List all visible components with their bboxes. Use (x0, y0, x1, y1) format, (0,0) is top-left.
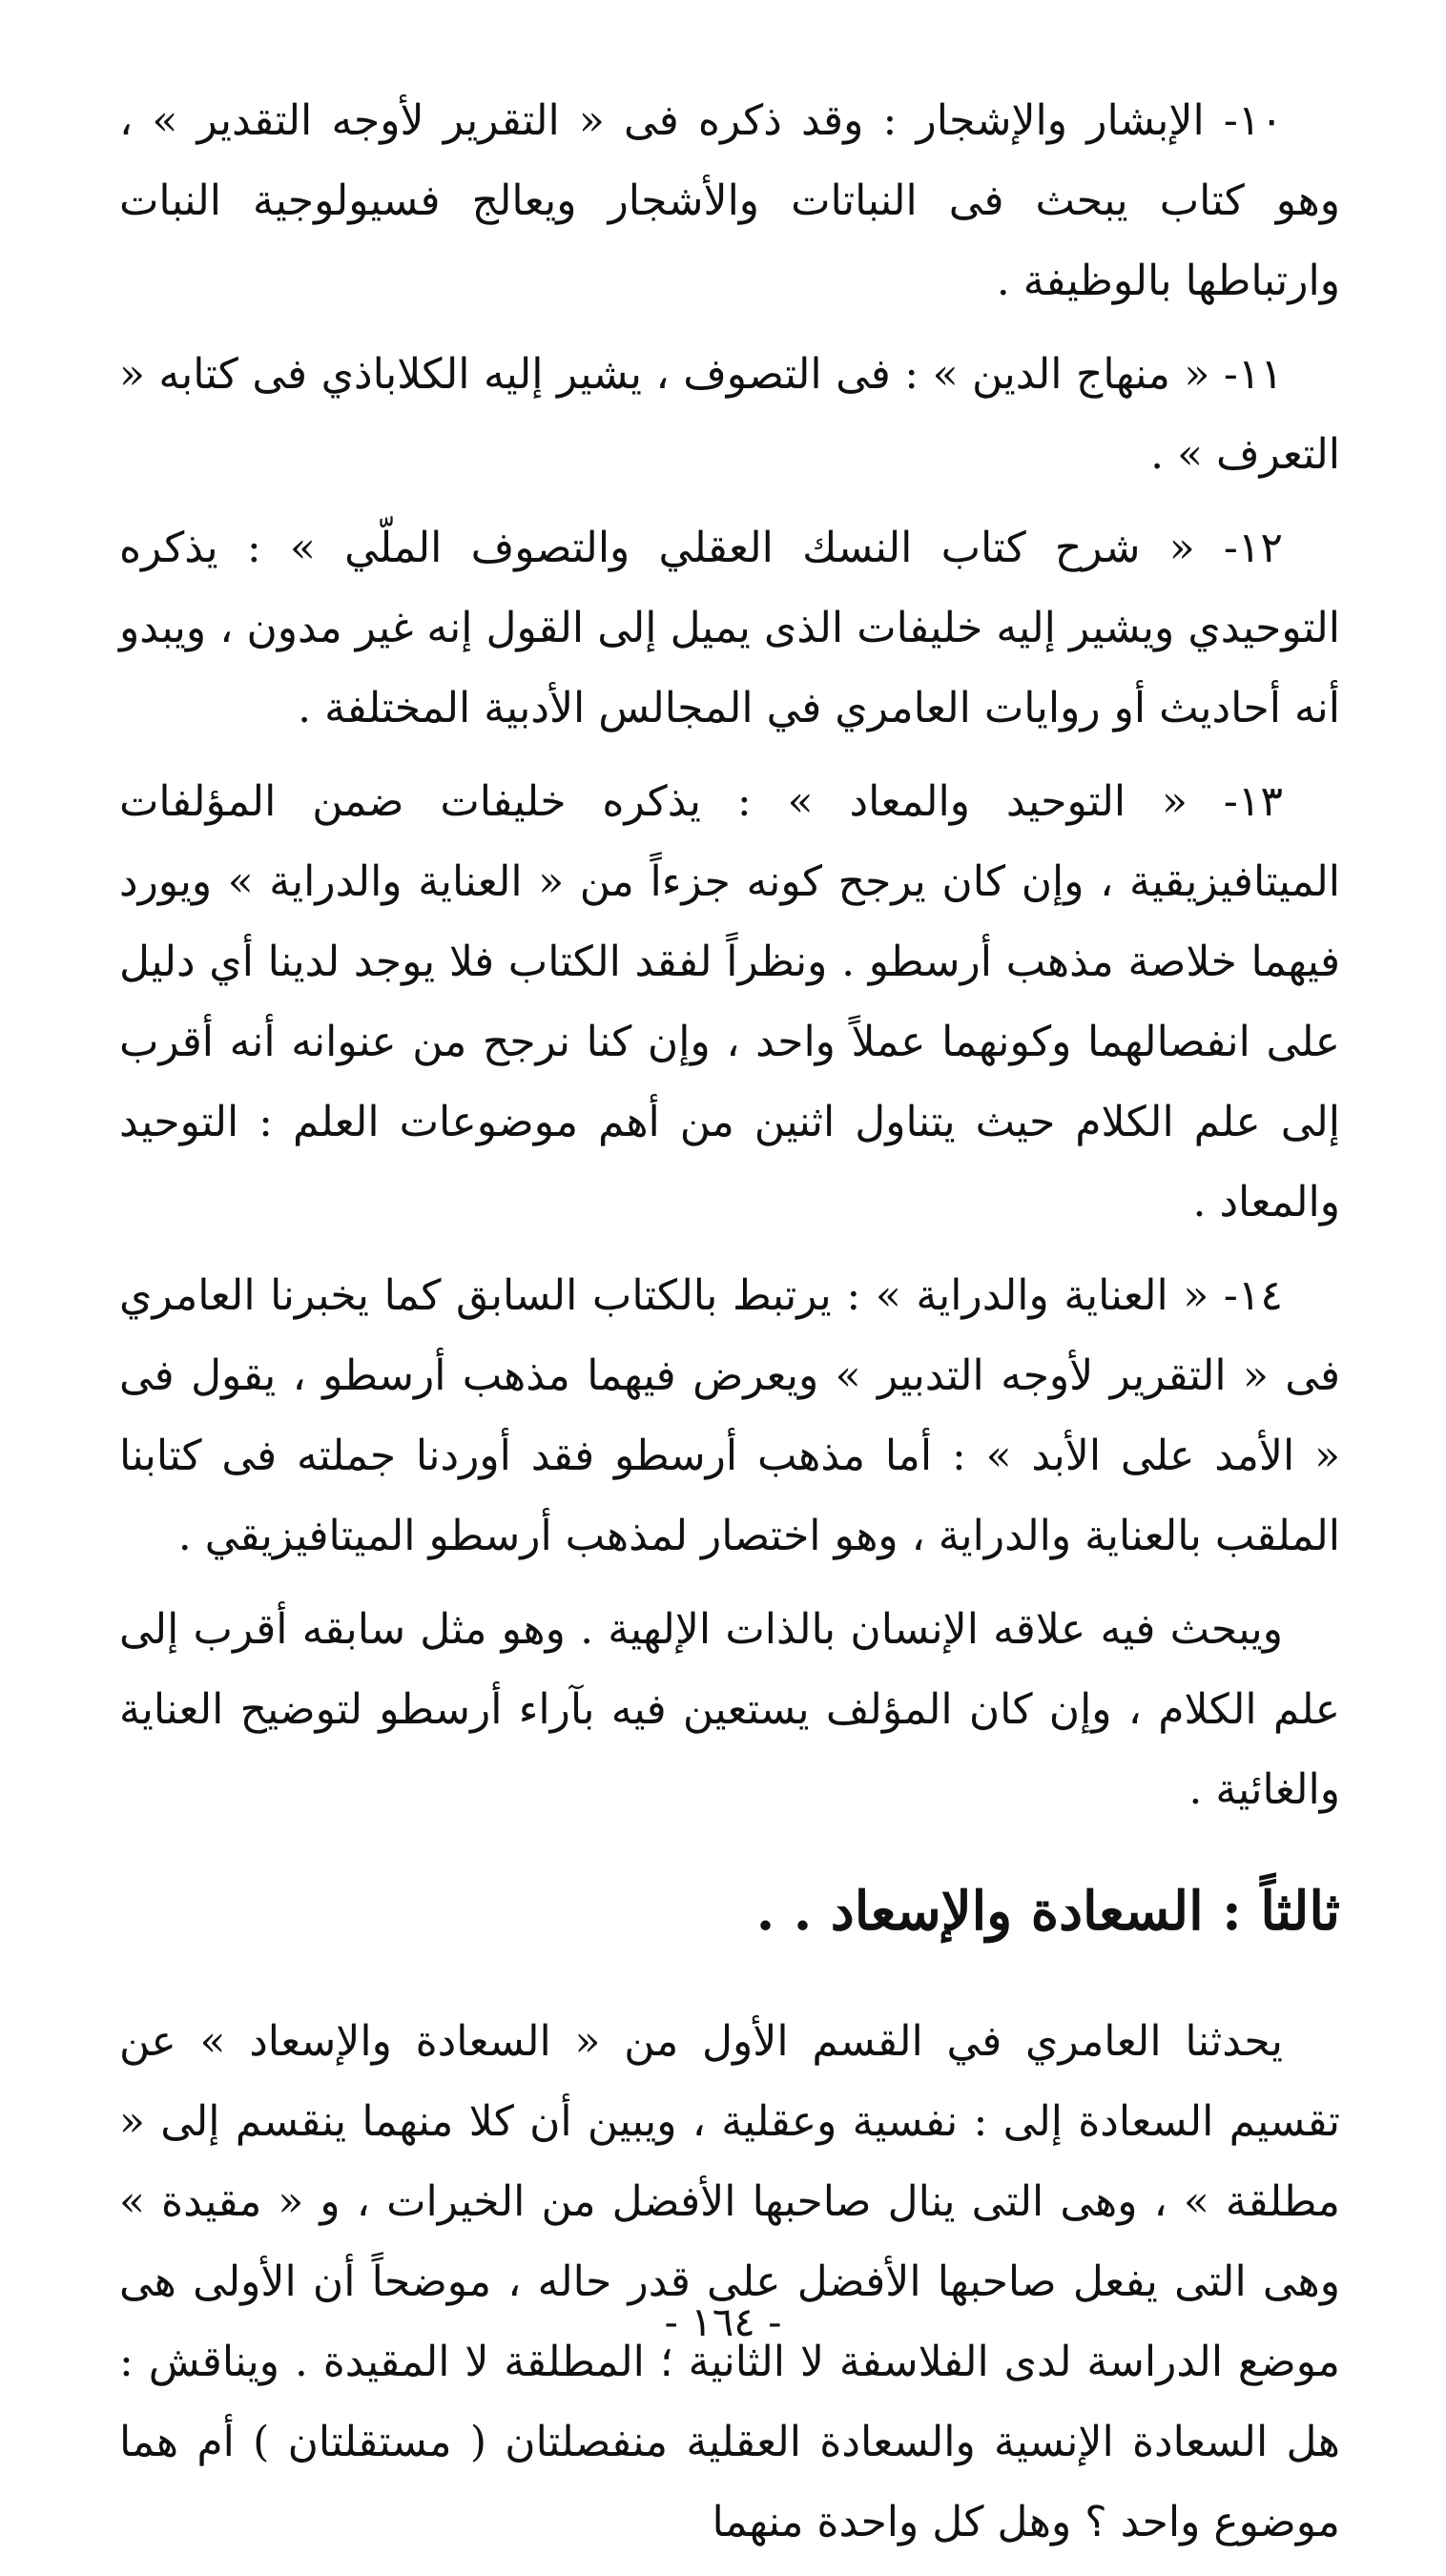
paragraph-item-14: ١٤- « العناية والدراية » : يرتبط بالكتاب السابق كما يخبرنا العامري فى « التقرير لأوجه التدبير » ويعرض فيهما مذهب أرسطو ، يقول فى « الأمد على الأبد » : أما مذهب أرسطو فقد أوردنا جملته فى كتابنا الملقب بالعناية والدراية ، وهو اختصار لمذهب أرسطو الميتافيزيقي . (119, 1271, 1340, 1560)
paragraph-item-14-continued: ويبحث فيه علاقه الإنسان بالذات الإلهية . وهو مثل سابقه أقرب إلى علم الكلام ، وإن كان المؤلف يستعين فيه بآراء أرسطو لتوضيح العناية والغائية . (119, 1605, 1340, 1814)
paragraph-item-13: ١٣- « التوحيد والمعاد » : يذكره خليفات ضمن المؤلفات الميتافيزيقية ، وإن كان يرجح كونه جزءاً من « العناية والدراية » ويورد فيهما خلاصة مذهب أرسطو . ونظراً لفقد الكتاب فلا يوجد لدينا أي دليل على انفصالهما وكونهما عملاً واحد ، وإن كنا نرجح من عنوانه أنه أقرب إلى علم الكلام حيث يتناول اثنين من أهم موضوعات العلم : التوحيد والمعاد . (119, 777, 1340, 1226)
paragraph-item-11: ١١- « منهاج الدين » : فى التصوف ، يشير إليه الكلاباذي فى كتابه « التعرف » . (119, 350, 1340, 479)
section-title: ثالثاً : السعادة والإسعاد . . (755, 1880, 1340, 1943)
section-paragraph: يحدثنا العامري في القسم الأول من « السعادة والإسعاد » عن تقسيم السعادة إلى : نفسية وعقلية ، ويبين أن كلا منهما ينقسم إلى « مطلقة » ، وهى التى ينال صاحبها الأفضل من الخيرات ، و « مقيدة » وهى التى يفعل صاحبها الأفضل على قدر حاله ، موضحاً أن الأولى هى موضع الدراسة لدى الفلاسفة لا الثانية ؛ المطلقة لا المقيدة . ويناقش : هل السعادة الإنسية والسعادة العقلية منفصلتان ( مستقلتان ) أم هما موضوع واحد ؟ وهل كل واحدة منهما (119, 2017, 1340, 2546)
page-body (119, 81, 1340, 2576)
paragraph-item-10: ١٠- الإبشار والإشجار : وقد ذكره فى « التقرير لأوجه التقدير » ، وهو كتاب يبحث فى النباتات والأشجار ويعالج فسيولوجية النبات وارتباطها بالوظيفة . (119, 96, 1340, 305)
page-number: - ١٦٤ - (664, 2298, 782, 2345)
paragraph-item-12: ١٢- « شرح كتاب النسك العقلي والتصوف الملّي » : يذكره التوحيدي ويشير إليه خليفات الذى يميل إلى القول إنه غير مدون ، ويبدو أنه أحاديث أو روايات العامري في المجالس الأدبية المختلفة . (119, 524, 1340, 732)
